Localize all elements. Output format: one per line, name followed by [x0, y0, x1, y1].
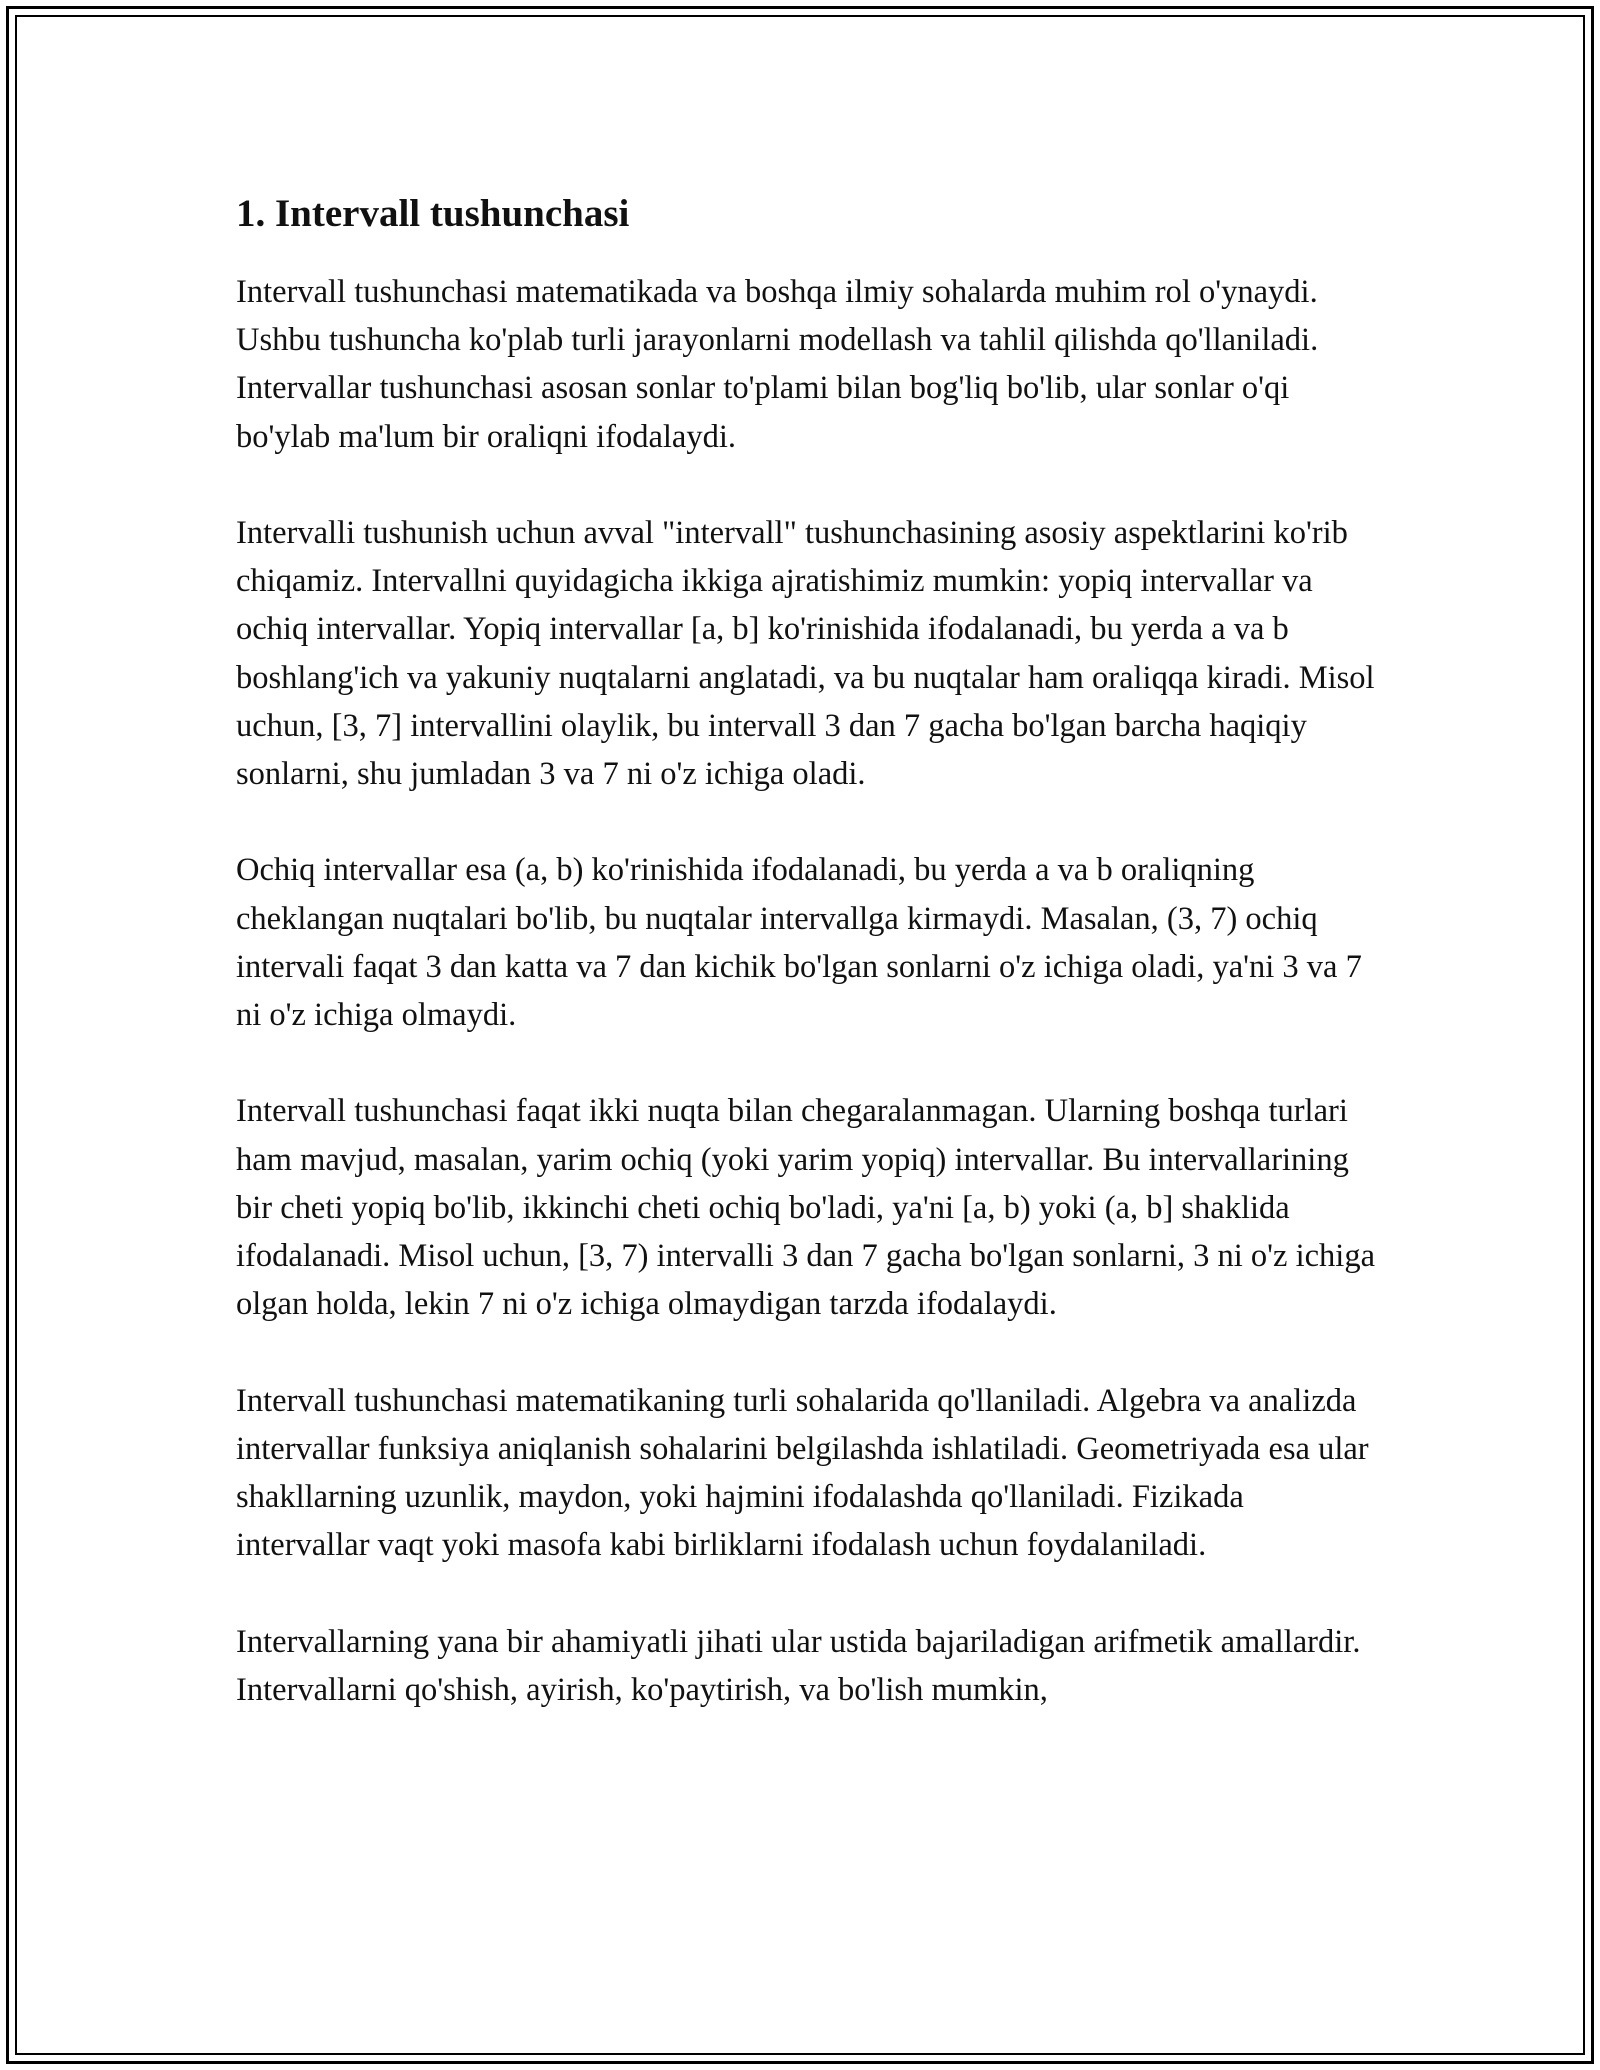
paragraph-3: Ochiq intervallar esa (a, b) ko'rinishida ifodalanadi, bu yerda a va b oraliqning cheklangan nuqtalari bo'lib, bu nuqtalar intervallga kirmaydi. Masalan, (3, 7) ochiq intervali faqat 3 dan katta va 7 dan kichik bo'lgan sonlarni o'z ichiga oladi, ya'ni 3 va 7 ni o'z ichiga olmaydi. [236, 852, 1362, 1034]
paragraph-2: Intervalli tushunish uchun avval "intervall" tushunchasining asosiy aspektlarini ko'rib chiqamiz. Intervallni quyidagicha ikkiga ajratishimiz mumkin: yopiq intervallar va ochiq intervallar. Yopiq intervallar [a, b] ko'rinishida ifodalanadi, bu yerda a va b boshlang'ich va yakuniy nuqtalarni anglatadi, va bu nuqtalar ham oraliqqa kiradi. Misol uchun, [3, 7] intervallini olaylik, bu intervall 3 dan 7 gacha bo'lgan barcha haqiqiy sonlarni, shu jumladan 3 va 7 ni o'z ichiga oladi. [236, 515, 1375, 793]
document-body [236, 184, 1376, 1762]
paragraph-1: Intervall tushunchasi matematikada va boshqa ilmiy sohalarda muhim rol o'ynaydi. Ushbu tushuncha ko'plab turli jarayonlarni modellash va tahlil qilishda qo'llaniladi. Intervallar tushunchasi asosan sonlar to'plami bilan bog'liq bo'lib, ular sonlar o'qi bo'ylab ma'lum bir oraliqni ifodalaydi. [236, 274, 1319, 455]
paragraph-6: Intervallarning yana bir ahamiyatli jihati ular ustida bajariladigan arifmetik amallardir. Intervallarni qo'shish, ayirish, ko'paytirish, va bo'lish mumkin, [236, 1623, 1361, 1708]
paragraph-4: Intervall tushunchasi faqat ikki nuqta bilan chegaralanmagan. Ularning boshqa turlari ham mavjud, masalan, yarim ochiq (yoki yarim yopiq) intervallar. Bu intervallarining bir cheti yopiq bo'lib, ikkinchi cheti ochiq bo'ladi, ya'ni [a, b) yoki (a, b] shaklida ifodalanadi. Misol uchun, [3, 7) intervalli 3 dan 7 gacha bo'lgan sonlarni, 3 ni o'z ichiga olgan holda, lekin 7 ni o'z ichiga olmaydigan tarzda ifodalaydi. [236, 1093, 1375, 1323]
paragraph-5: Intervall tushunchasi matematikaning turli sohalarida qo'llaniladi. Algebra va analizda intervallar funksiya aniqlanish sohalarini belgilashda ishlatiladi. Geometriyada esa ular shakllarning uzunlik, maydon, yoki hajmini ifodalashda qo'llaniladi. Fizikada intervallar vaqt yoki masofa kabi birliklarni ifodalash uchun foydalaniladi. [236, 1382, 1369, 1564]
section-heading: 1. Intervall tushunchasi [236, 192, 630, 235]
